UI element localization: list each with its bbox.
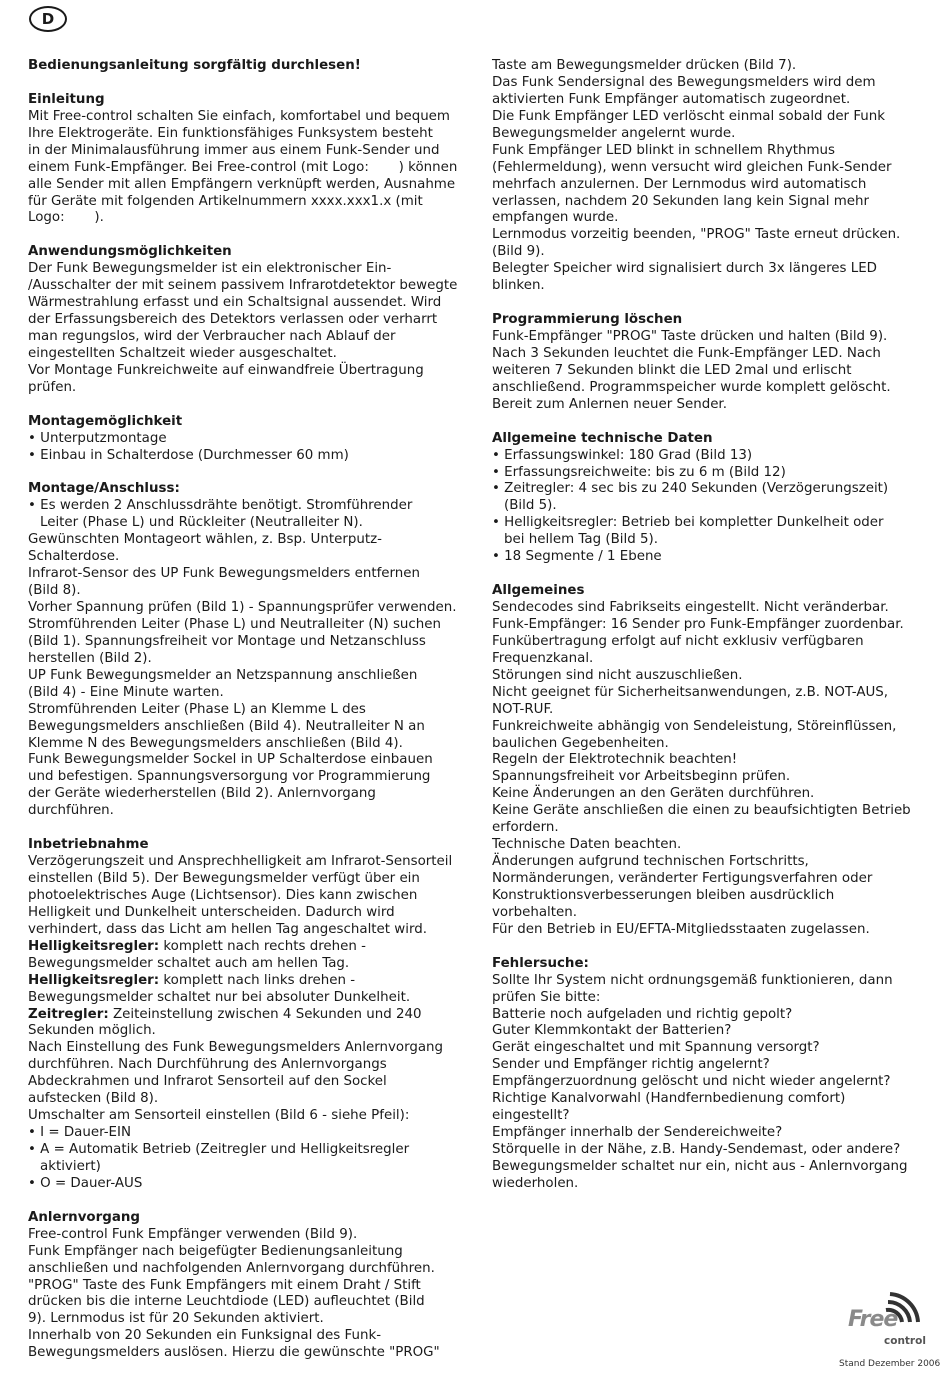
text-line (492, 1176, 932, 1193)
text-line (28, 261, 468, 278)
line-text: Guter Klemmkontakt der Batterien? (492, 1023, 732, 1039)
line-text: Nach Einstellung des Funk Bewegungsmelders Anlernvorgang (28, 1040, 444, 1056)
text-line (28, 668, 468, 685)
text-line (28, 1057, 468, 1074)
text-line (28, 1345, 468, 1362)
line-text: Schalterdose. (28, 549, 120, 565)
blank-line (492, 566, 932, 583)
line-text: aktivierten Funk Empfänger automatisch zugeordnet. (492, 91, 851, 107)
line-text: Technische Daten beachten. (492, 837, 682, 853)
text-line (492, 515, 932, 532)
line-text: (Bild 8). (28, 583, 81, 599)
text-line (492, 126, 932, 143)
text-line (28, 1142, 468, 1159)
text-line (28, 566, 468, 583)
line-text: weiteren 7 Sekunden blinkt die LED 2mal und erlischt (492, 362, 852, 378)
line-text: Ihre Elektrogeräte. Ein funktionsfähiges Funksystem besteht (28, 125, 433, 141)
line-text: verhindert, dass das Licht am hellen Tag angeschaltet wird. (28, 921, 427, 937)
text-line (28, 956, 468, 973)
line-text: Infrarot-Sensor des UP Funk Bewegungsmelders entfernen (28, 566, 421, 582)
text-line (28, 295, 468, 312)
blank-line (492, 414, 932, 431)
text-line (28, 380, 468, 397)
text-line (492, 278, 932, 295)
line-text: der Erfassungsbereich des Detektors verlassen oder verharrt (28, 312, 438, 328)
section-heading (28, 837, 468, 854)
text-line (28, 1261, 468, 1278)
blank-line (28, 397, 468, 414)
text-line (492, 75, 932, 92)
line-text: • Erfassungsreichweite: bis zu 6 m (Bild 12) (492, 464, 786, 480)
text-line (28, 448, 468, 465)
line-text: UP Funk Bewegungsmelder an Netzspannung anschließen (28, 667, 418, 683)
text-line (28, 1244, 468, 1261)
line-text: (Bild 1). Spannungsfreiheit vor Montage und Netzanschluss (28, 633, 426, 649)
text-line (28, 871, 468, 888)
line-text: und befestigen. Spannungsversorgung vor Programmierung (28, 769, 431, 785)
line-text: prüfen. (28, 379, 77, 395)
line-text: man regungslos, wird der Verbraucher nach Ablauf der (28, 329, 396, 344)
line-text: Vor Montage Funkreichweite auf einwandfreie Übertragung (28, 362, 424, 378)
line-text: Frequenzkanal. (492, 650, 594, 666)
text-line (28, 1328, 468, 1345)
blank-line (28, 820, 468, 837)
line-text: (Bild 9). (492, 244, 545, 260)
line-text: Leiter (Phase L) und Rückleiter (Neutralleiter N). (40, 515, 363, 531)
line-text: eingestellt? (492, 1108, 570, 1124)
section-heading (28, 58, 468, 75)
brand-control: control (884, 1335, 926, 1347)
line-text: aufstecken (Bild 8). (28, 1091, 159, 1107)
line-text: Abdeckrahmen und Infrarot Sensorteil auf den Sockel (28, 1074, 387, 1090)
section-heading (28, 92, 468, 109)
section-heading (28, 244, 468, 261)
blank-line (28, 1193, 468, 1210)
text-line (492, 752, 932, 769)
text-line (492, 973, 932, 990)
text-line (492, 227, 932, 244)
text-line (28, 210, 468, 227)
brand-free: Free (848, 1307, 898, 1332)
line-text: (Fehlermeldung), wenn versucht wird gleichen Funk-Sender (492, 159, 892, 175)
right-column (492, 58, 932, 1193)
text-line (492, 1074, 932, 1091)
text-line (492, 1057, 932, 1074)
text-line (28, 786, 468, 803)
text-line (492, 92, 932, 109)
line-text: Funkreichweite abhängig von Sendeleistung, Störeinflüssen, (492, 718, 897, 734)
text-line (492, 719, 932, 736)
line-text: komplett nach rechts drehen - (159, 938, 366, 954)
text-line (492, 922, 932, 939)
line-text: Empfänger innerhalb der Sendereichweite? (492, 1125, 783, 1141)
line-text: Störungen sind nicht auszuschließen. (492, 667, 743, 683)
line-text: Belegter Speicher wird signalisiert durch 3x längeres LED (492, 261, 877, 277)
text-line (28, 651, 468, 668)
line-text: • Es werden 2 Anschlussdrähte benötigt. Stromführender (28, 498, 413, 514)
line-text: • I = Dauer-EIN (28, 1125, 131, 1141)
language-badge: D (29, 6, 67, 32)
text-line (492, 532, 932, 549)
line-text: Wärmestrahlung erfasst und ein Schaltsignal aussendet. Wird (28, 295, 442, 311)
line-text: Logo: ). (28, 210, 104, 226)
text-line (492, 803, 932, 820)
line-text: Sender und Empfänger richtig angelernt? (492, 1057, 770, 1073)
text-line (28, 1176, 468, 1193)
text-line (492, 244, 932, 261)
line-text: Konstruktionsverbesserungen bleiben ausdrücklich (492, 887, 835, 903)
text-line (492, 194, 932, 211)
text-line (28, 617, 468, 634)
text-line (492, 837, 932, 854)
text-line (28, 1278, 468, 1295)
line-text: verlassen, nachdem 20 Sekunden lang kein Signal mehr (492, 193, 870, 209)
line-text: prüfen Sie bitte: (492, 989, 601, 1005)
line-text: • Helligkeitsregler: Betrieb bei kompletter Dunkelheit oder (492, 515, 884, 531)
line-text: Bereit zum Anlernen neuer Sender. (492, 396, 727, 412)
text-line (492, 261, 932, 278)
section-heading (28, 1210, 468, 1227)
text-line (492, 329, 932, 346)
text-line (28, 736, 468, 753)
text-line (492, 58, 932, 75)
text-line (492, 143, 932, 160)
line-text: anschließend. Programmspeicher wurde komplett gelöscht. (492, 379, 891, 395)
text-line (492, 448, 932, 465)
line-text: • O = Dauer-AUS (28, 1175, 143, 1191)
text-line (492, 498, 932, 515)
line-text: NOT-RUF. (492, 701, 554, 717)
line-text: alle Sender mit allen Empfängern verknüpft werden, Ausnahme (28, 176, 456, 192)
line-text: Empfängerzuordnung gelöscht und nicht wieder angelernt? (492, 1074, 891, 1090)
text-line (28, 143, 468, 160)
line-text: erfordern. (492, 820, 559, 836)
text-line (492, 786, 932, 803)
text-line (28, 769, 468, 786)
line-text: in der Minimalausführung immer aus einem Funk-Sender und (28, 142, 440, 158)
section-heading (492, 431, 932, 448)
line-text: Das Funk Sendersignal des Bewegungsmelders wird dem (492, 74, 876, 90)
text-line (28, 854, 468, 871)
line-text: Keine Änderungen an den Geräten durchführen. (492, 786, 815, 802)
line-text: blinken. (492, 278, 545, 294)
line-text: Bedienungsanleitung sorgfältig durchlesen! (28, 58, 361, 73)
text-line (492, 905, 932, 922)
blank-line (492, 939, 932, 956)
line-text: der Geräte wiederherstellen (Bild 2). Anlernvorgang (28, 786, 376, 802)
line-text: "PROG" Taste des Funk Empfängers mit einem Draht / Stift (28, 1277, 421, 1293)
line-text: Anwendungsmöglichkeiten (28, 244, 232, 260)
line-text: Die Funk Empfänger LED verlöscht einmal sobald der Funk (492, 108, 886, 124)
text-line (492, 380, 932, 397)
text-line (492, 1108, 932, 1125)
line-text: Lernmodus vorzeitig beenden, "PROG" Taste erneut drücken. (492, 227, 901, 243)
line-text: Funk Empfänger LED blinkt in schnellem Rhythmus (492, 142, 835, 158)
line-text: • A = Automatik Betrieb (Zeitregler und Helligkeitsregler (28, 1142, 410, 1157)
text-line (492, 668, 932, 685)
blank-line (492, 295, 932, 312)
line-text: Gerät eingeschaltet und mit Spannung versorgt? (492, 1040, 820, 1056)
line-text: Stromführenden Leiter (Phase L) und Neutralleiter (N) suchen (28, 616, 441, 632)
text-line (28, 1091, 468, 1108)
line-text: durchführen. Nach Durchführung des Anlernvorgangs (28, 1057, 387, 1073)
text-line (28, 160, 468, 177)
text-line (28, 1294, 468, 1311)
line-text: (Bild 5). (504, 498, 557, 514)
text-line (28, 973, 468, 990)
line-text: durchführen. (28, 803, 114, 819)
line-text: Innerhalb von 20 Sekunden ein Funksignal des Funk- (28, 1328, 382, 1344)
section-heading (28, 481, 468, 498)
text-line (492, 363, 932, 380)
section-heading (492, 312, 932, 329)
line-text: einstellen (Bild 5). Der Bewegungsmelder verfügt über ein (28, 871, 420, 886)
bold-term: Helligkeitsregler: (28, 972, 160, 988)
line-text: Bewegungsmelder schaltet nur bei absoluter Dunkelheit. (28, 989, 411, 1005)
text-line (28, 702, 468, 719)
text-line (28, 1311, 468, 1328)
text-line (28, 752, 468, 769)
line-text: vorbehalten. (492, 904, 578, 920)
text-line (492, 769, 932, 786)
line-text: • Einbau in Schalterdose (Durchmesser 60 mm) (28, 447, 349, 463)
text-line (28, 329, 468, 346)
line-text: Für den Betrieb in EU/EFTA-Mitgliedsstaaten zugelassen. (492, 921, 870, 937)
text-line (28, 1023, 468, 1040)
line-text: Funk Empfänger nach beigefügter Bedienungsanleitung (28, 1243, 403, 1259)
line-text: anschließen und nachfolgenden Anlernvorgang durchführen. (28, 1260, 435, 1276)
text-line (28, 905, 468, 922)
text-line (28, 1125, 468, 1142)
text-line (28, 532, 468, 549)
text-line (28, 685, 468, 702)
text-line (492, 736, 932, 753)
text-line (28, 1159, 468, 1176)
line-text: Nicht geeignet für Sicherheitsanwendungen, z.B. NOT-AUS, (492, 684, 889, 700)
text-line (492, 888, 932, 905)
text-line (28, 363, 468, 380)
line-text: Normänderungen, veränderter Fertigungsverfahren oder (492, 871, 873, 886)
line-text: Allgemeines (492, 583, 585, 599)
line-text: Spannungsfreiheit vor Arbeitsbeginn prüfen. (492, 769, 791, 785)
text-line (28, 1074, 468, 1091)
line-text: Helligkeit und Dunkelheit unterscheiden. Dadurch wird (28, 904, 395, 920)
line-text: Funk-Empfänger: 16 Sender pro Funk-Empfänger zuordenbar. (492, 616, 904, 632)
text-line (492, 1007, 932, 1024)
blank-line (28, 75, 468, 92)
section-heading (492, 956, 932, 973)
line-text: einem Funk-Empfänger. Bei Free-control (mit Logo: ) können (28, 159, 458, 175)
line-text: Sendecodes sind Fabrikseits eingestellt. Nicht veränderbar. (492, 600, 889, 615)
text-line (28, 1007, 468, 1024)
line-text: Mit Free-control schalten Sie einfach, komfortabel und bequem (28, 108, 450, 124)
text-line (492, 160, 932, 177)
line-text: Verzögerungszeit und Ansprechhelligkeit am Infrarot-Sensorteil (28, 854, 453, 870)
section-heading (492, 583, 932, 600)
text-line (28, 177, 468, 194)
stand-date: Stand Dezember 2006 (839, 1359, 941, 1369)
text-line (492, 634, 932, 651)
section-heading (28, 414, 468, 431)
line-text: aktiviert) (40, 1158, 101, 1174)
text-line (492, 465, 932, 482)
line-text: /Ausschalter der mit seinem passivem Infrarotdetektor bewegte (28, 278, 458, 294)
text-line (28, 922, 468, 939)
line-text: Keine Geräte anschließen die einen zu beaufsichtigten Betrieb (492, 803, 911, 819)
line-text: • 18 Segmente / 1 Ebene (492, 549, 662, 565)
line-text: Anlernvorgang (28, 1209, 140, 1225)
text-line (28, 1227, 468, 1244)
text-line (28, 549, 468, 566)
text-line (28, 515, 468, 532)
text-line (492, 600, 932, 617)
text-line (492, 397, 932, 414)
line-text: bei hellem Tag (Bild 5). (504, 532, 658, 548)
free-control-logo (846, 1292, 926, 1350)
text-line (28, 600, 468, 617)
text-line (492, 1125, 932, 1142)
line-text: Zeiteinstellung zwischen 4 Sekunden und 240 (108, 1006, 422, 1022)
line-text: Vorher Spannung prüfen (Bild 1) - Spannungsprüfer verwenden. (28, 600, 457, 615)
text-line (28, 634, 468, 651)
line-text: komplett nach links drehen - (159, 972, 356, 988)
text-line (28, 1040, 468, 1057)
line-text: für Geräte mit folgenden Artikelnummern xxxx.xxx1.x (mit (28, 193, 423, 209)
text-line (492, 1091, 932, 1108)
line-text: Regeln der Elektrotechnik beachten! (492, 752, 738, 768)
line-text: wiederholen. (492, 1175, 579, 1191)
line-text: Montagemöglichkeit (28, 413, 183, 429)
text-line (492, 990, 932, 1007)
line-text: empfangen wurde. (492, 210, 619, 226)
text-line (492, 854, 932, 871)
text-line (28, 498, 468, 515)
line-text: Sekunden möglich. (28, 1023, 156, 1039)
line-text: Richtige Kanalvorwahl (Handfernbedienung comfort) (492, 1091, 846, 1107)
line-text: Bewegungsmelder schaltet nur ein, nicht aus - Anlernvorgang (492, 1158, 908, 1174)
line-text: Gewünschten Montageort wählen, z. Bsp. Unterputz- (28, 532, 382, 548)
line-text: Nach 3 Sekunden leuchtet die Funk-Empfänger LED. Nach (492, 345, 881, 361)
line-text: Der Funk Bewegungsmelder ist ein elektronischer Ein- (28, 261, 392, 277)
text-line (492, 1023, 932, 1040)
text-line (492, 549, 932, 566)
line-text: photoelektrisches Auge (Lichtsensor). Dies kann zwischen (28, 887, 418, 903)
text-line (492, 210, 932, 227)
text-line (28, 719, 468, 736)
text-line (28, 803, 468, 820)
line-text: Funkübertragung erfolgt auf nicht exklusiv verfügbaren (492, 633, 864, 649)
line-text: • Erfassungswinkel: 180 Grad (Bild 13) (492, 447, 753, 463)
line-text: eingestellten Schaltzeit wieder ausgeschaltet. (28, 345, 337, 361)
bold-term: Helligkeitsregler: (28, 938, 160, 954)
line-text: herstellen (Bild 2). (28, 650, 152, 666)
line-text: • Unterputzmontage (28, 430, 167, 446)
line-text: Free-control Funk Empfänger verwenden (Bild 9). (28, 1226, 358, 1242)
line-text: Taste am Bewegungsmelder drücken (Bild 7). (492, 58, 797, 73)
text-line (492, 109, 932, 126)
text-line (28, 990, 468, 1007)
text-line (492, 820, 932, 837)
line-text: Änderungen aufgrund technischen Fortschritts, (492, 854, 809, 870)
line-text: drücken bis die interne Leuchtdiode (LED) aufleuchtet (Bild (28, 1294, 425, 1310)
line-text: Fehlersuche: (492, 955, 589, 971)
text-line (492, 1142, 932, 1159)
line-text: Inbetriebnahme (28, 837, 149, 853)
text-line (492, 1159, 932, 1176)
line-text: Bewegungsmelders auslösen. Hierzu die gewünschte "PROG" (28, 1345, 440, 1361)
text-line (492, 702, 932, 719)
bold-term: Zeitregler: (28, 1006, 109, 1022)
text-line (28, 583, 468, 600)
line-text: Einleitung (28, 91, 105, 107)
line-text: Allgemeine technische Daten (492, 430, 713, 446)
blank-line (28, 465, 468, 482)
text-line (28, 109, 468, 126)
line-text: Batterie noch aufgeladen und richtig gepolt? (492, 1006, 793, 1022)
text-line (492, 177, 932, 194)
text-line (492, 617, 932, 634)
text-line (28, 888, 468, 905)
line-text: Umschalter am Sensorteil einstellen (Bild 6 - siehe Pfeil): (28, 1108, 410, 1124)
line-text: Funk-Empfänger "PROG" Taste drücken und halten (Bild 9). (492, 329, 888, 344)
text-line (28, 126, 468, 143)
line-text: Bewegungsmelder schaltet auch am hellen Tag. (28, 955, 350, 971)
text-line (28, 939, 468, 956)
text-line (28, 312, 468, 329)
line-text: Klemme N des Bewegungsmelders anschließen (Bild 4). (28, 735, 403, 751)
line-text: Montage/Anschluss: (28, 481, 180, 497)
line-text: Programmierung löschen (492, 312, 683, 328)
text-line (492, 651, 932, 668)
text-line (492, 871, 932, 888)
text-line (28, 431, 468, 448)
line-text: Sollte Ihr System nicht ordnungsgemäß funktionieren, dann (492, 972, 893, 988)
text-line (492, 685, 932, 702)
text-line (28, 346, 468, 363)
text-line (28, 194, 468, 211)
text-line (492, 1040, 932, 1057)
text-line (28, 278, 468, 295)
line-text: (Bild 4) - Eine Minute warten. (28, 684, 224, 700)
text-line (492, 346, 932, 363)
line-text: baulichen Gegebenheiten. (492, 735, 669, 751)
line-text: Bewegungsmelders anschließen (Bild 4). Neutralleiter N an (28, 718, 425, 734)
line-text: • Zeitregler: 4 sec bis zu 240 Sekunden (Verzögerungszeit) (492, 481, 889, 497)
text-line (28, 1108, 468, 1125)
left-column (28, 58, 468, 1362)
line-text: Stromführenden Leiter (Phase L) an Klemme L des (28, 701, 366, 717)
blank-line (28, 227, 468, 244)
line-text: 9). Lernmodus ist für 20 Sekunden aktiviert. (28, 1311, 324, 1327)
text-line (492, 481, 932, 498)
line-text: mehrfach anzulernen. Der Lernmodus wird automatisch (492, 176, 867, 192)
line-text: Bewegungsmelder angelernt wurde. (492, 125, 736, 141)
line-text: Funk Bewegungsmelder Sockel in UP Schalterdose einbauen (28, 752, 433, 768)
line-text: Störquelle in der Nähe, z.B. Handy-Sendemast, oder andere? (492, 1142, 901, 1157)
